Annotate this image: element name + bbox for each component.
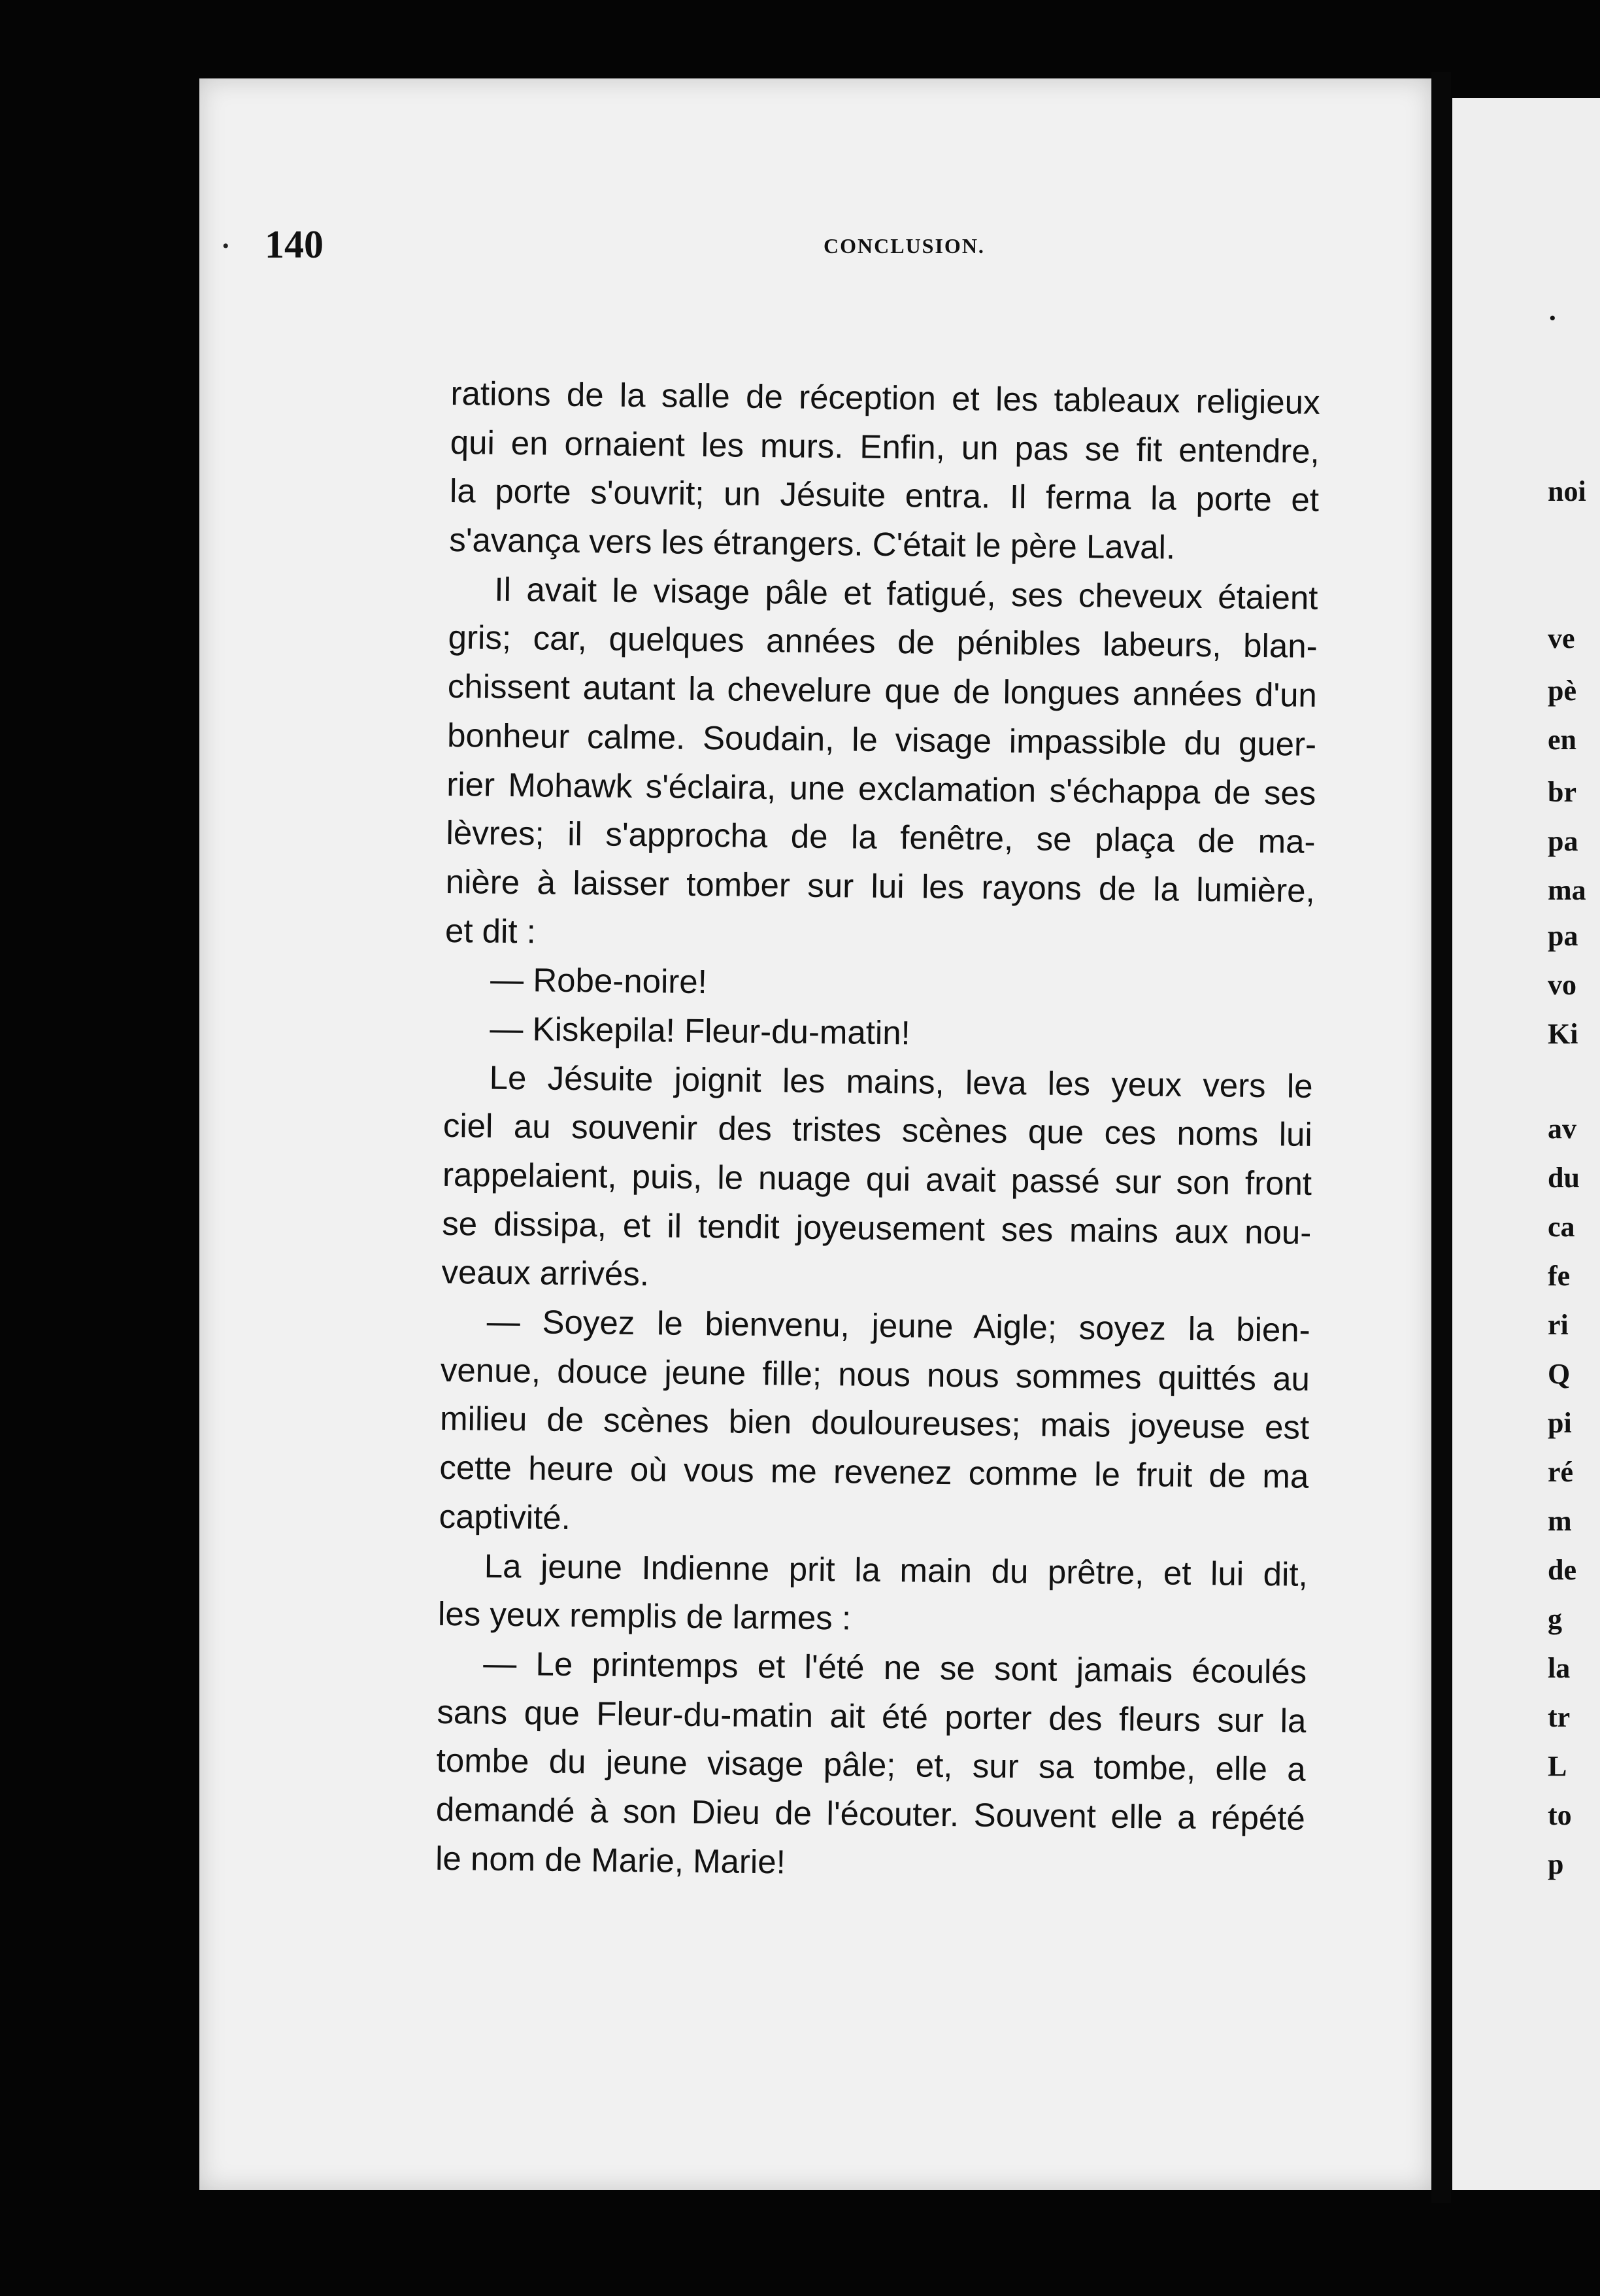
text-line: chissent autant la chevelure que de longues années d'un (447, 667, 1318, 715)
facing-text-fragment: p (1548, 1848, 1564, 1880)
facing-text-fragment: pa (1548, 920, 1578, 952)
text-line: — Kiskepila! Fleur-du-matin! (490, 1009, 911, 1052)
text-line: veaux arrivés. (441, 1253, 650, 1293)
text-line: Il avait le visage pâle et fatigué, ses cheveux étaient (494, 570, 1318, 616)
facing-text-fragment: to (1548, 1799, 1572, 1831)
facing-text-fragment: · (1548, 302, 1558, 334)
text-line: lèvres; il s'approcha de la fenêtre, se plaça de ma- (446, 814, 1316, 861)
facing-text-fragment: Q (1548, 1358, 1571, 1390)
facing-text-fragment: ca (1548, 1211, 1575, 1243)
page-mark: • (222, 235, 229, 257)
text-line: tombe du jeune visage pâle; et, sur sa tombe, elle a (436, 1742, 1306, 1789)
text-line: milieu de scènes bien douloureuses; mais joyeuse est (439, 1400, 1310, 1447)
text-line: et dit : (444, 911, 537, 950)
text-line: demandé à son Dieu de l'écouter. Souvent elle a répété (435, 1790, 1306, 1837)
facing-text-fragment: vo (1548, 969, 1576, 1001)
facing-text-fragment: du (1548, 1162, 1580, 1194)
text-line: le nom de Marie, Marie! (435, 1839, 786, 1881)
text-line: la porte s'ouvrit; un Jésuite entra. Il ferma la porte et (449, 472, 1320, 519)
facing-text-fragment: pi (1548, 1407, 1572, 1439)
facing-text-fragment: br (1548, 776, 1576, 808)
facing-text-fragment: Ki (1548, 1018, 1578, 1050)
facing-text-fragment: ri (1548, 1309, 1569, 1341)
running-header (0, 222, 1600, 275)
page-number: 140 (265, 223, 324, 266)
facing-text-fragment: de (1548, 1554, 1576, 1586)
facing-text-fragment: L (1548, 1750, 1567, 1782)
facing-text-fragment: ma (1548, 874, 1586, 906)
text-line: venue, douce jeune fille; nous nous sommes quittés au (440, 1351, 1310, 1398)
facing-text-fragment: m (1548, 1505, 1572, 1537)
body-text (435, 369, 1320, 1892)
facing-text-fragment: pa (1548, 825, 1578, 857)
facing-text-fragment: av (1548, 1113, 1576, 1145)
text-line: sans que Fleur-du-matin ait été porter des fleurs sur la (437, 1693, 1307, 1740)
text-line: rappelaient, puis, le nuage qui avait passé sur son front (442, 1155, 1312, 1202)
text-line: — Robe-noire! (490, 960, 708, 1001)
text-line: rations de la salle de réception et les tableaux religieux (450, 374, 1320, 421)
text-line: ciel au souvenir des tristes scènes que ces noms lui (442, 1107, 1313, 1154)
text-line: nière à laisser tomber sur lui les rayons de la lumière, (445, 862, 1316, 909)
text-line: bonheur calme. Soudain, le visage impassible du guer- (446, 716, 1317, 763)
text-line: s'avança vers les étrangers. C'était le père Laval. (448, 521, 1176, 566)
facing-text-fragment: ré (1548, 1456, 1574, 1488)
facing-text-fragment: ve (1548, 622, 1575, 654)
facing-text-fragment: en (1548, 724, 1576, 756)
text-line: La jeune Indienne prit la main du prêtre, et lui dit, (484, 1547, 1308, 1593)
text-line: qui en ornaient les murs. Enfin, un pas se fit entendre, (450, 423, 1320, 470)
facing-text-fragment: tr (1548, 1701, 1571, 1733)
text-line: — Soyez le bienvenu, jeune Aigle; soyez la bien- (486, 1302, 1310, 1349)
facing-text-fragment: g (1548, 1603, 1562, 1635)
text-line: cette heure où vous me revenez comme le fruit de ma (439, 1449, 1309, 1495)
facing-text-fragment: pè (1548, 675, 1576, 707)
text-line: gris; car, quelques années de pénibles labeurs, blan- (448, 618, 1318, 666)
text-line: se dissipa, et il tendit joyeusement ses mains aux nou- (442, 1204, 1312, 1251)
text-line: captivité. (439, 1497, 571, 1536)
facing-text-fragment: fe (1548, 1260, 1571, 1292)
facing-text-fragment: noi (1548, 475, 1586, 507)
text-line: rier Mohawk s'éclaira, une exclamation s'échappa de ses (446, 765, 1316, 812)
chapter-title: CONCLUSION. (824, 234, 985, 258)
facing-text-fragment: la (1548, 1652, 1571, 1684)
page-gutter (1431, 72, 1451, 2203)
text-line: les yeux remplis de larmes : (437, 1595, 852, 1637)
text-line: — Le printemps et l'été ne se sont jamais écoulés (482, 1644, 1307, 1691)
facing-page-edge (1452, 98, 1600, 2190)
text-line: Le Jésuite joignit les mains, leva les yeux vers le (489, 1058, 1313, 1105)
